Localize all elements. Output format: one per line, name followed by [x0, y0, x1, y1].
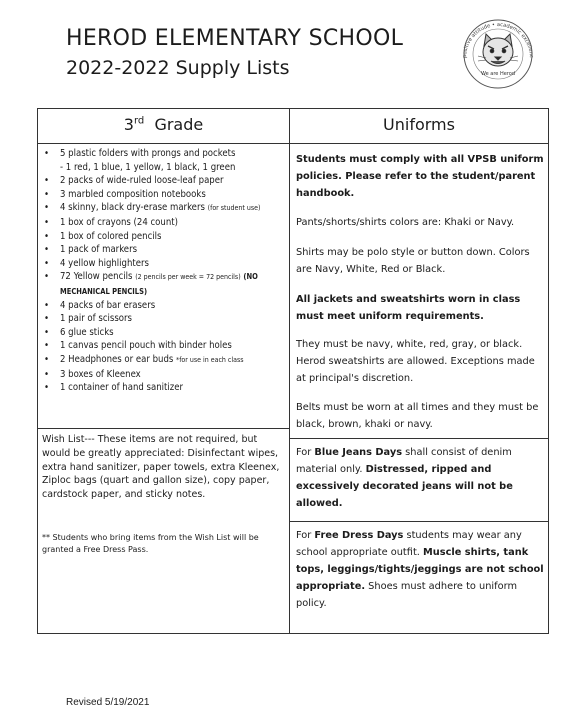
- supply-item: • 3 marbled composition notebooks: [44, 188, 287, 202]
- blue-jeans-rule: [290, 438, 548, 439]
- page-title: HEROD ELEMENTARY SCHOOL: [66, 26, 404, 51]
- wish-list-rule: [38, 428, 289, 429]
- blue-jeans-days: For Blue Jeans Days shall consist of denim material only. Distressed, ripped and excessively decorated jeans will not be allowed.: [296, 447, 513, 509]
- uniform-policy: Students must comply with all VPSB uniform policies. Please refer to the student/parent handbook.: [296, 154, 544, 199]
- supply-item: • 4 yellow highlighters: [44, 257, 287, 271]
- page-subtitle: 2022-2022 Supply Lists: [66, 57, 290, 79]
- supply-item: • 5 plastic folders with prongs and pockets: [44, 147, 287, 161]
- supply-item: • 1 pack of markers: [44, 243, 287, 257]
- revision-date: Revised 5/19/2021: [66, 697, 150, 708]
- supply-item: • 72 Yellow pencils (2 pencils per week = 72 pencils) (NO MECHANICAL PENCILS): [44, 270, 287, 298]
- wildcat-face: [478, 34, 518, 66]
- supply-item: • 1 canvas pencil pouch with binder holes: [44, 339, 287, 353]
- supply-item: • 4 skinny, black dry-erase markers (for student use): [44, 201, 287, 216]
- supply-item: • 1 box of colored pencils: [44, 230, 287, 244]
- supply-item: - 1 red, 1 blue, 1 yellow, 1 black, 1 green: [60, 161, 236, 173]
- uniform-jackets: All jackets and sweatshirts worn in class must meet uniform requirements.: [296, 294, 521, 322]
- uniform-colors: Pants/shorts/shirts colors are: Khaki or Navy.: [296, 217, 515, 228]
- free-dress-rule: [290, 521, 548, 522]
- supply-item: • 3 boxes of Kleenex: [44, 368, 287, 382]
- uniform-belts: Belts must be worn at all times and they must be black, brown, khaki or navy.: [296, 402, 539, 430]
- supply-list: [44, 147, 287, 395]
- uniforms-heading: Uniforms: [383, 115, 455, 134]
- supply-item: • 6 glue sticks: [44, 326, 287, 340]
- uniform-shirts: Shirts may be polo style or button down. Colors are Navy, White, Red or Black.: [296, 247, 530, 275]
- left-header-rule: [38, 143, 289, 144]
- supply-item: • 2 Headphones or ear buds *for use in each class: [44, 353, 287, 368]
- uniform-jacket-colors: They must be navy, white, red, gray, or black. Herod sweatshirts are allowed. Exceptions made at principal's discretion.: [296, 339, 535, 384]
- supply-item: • 1 box of crayons (24 count): [44, 216, 287, 230]
- supply-item: • 2 packs of wide-ruled loose-leaf paper: [44, 174, 287, 188]
- logo-ring-text: positive attitude • academic excellenc: [461, 21, 535, 59]
- right-header-rule: [290, 143, 548, 144]
- supply-item: • 1 pair of scissors: [44, 312, 287, 326]
- grade-heading: 3rd Grade: [123, 115, 204, 134]
- supply-item: • 1 container of hand sanitizer: [44, 381, 287, 395]
- logo-tag: We are Herod: [480, 71, 516, 77]
- wish-list: Wish List--- These items are not required, but would be greatly appreciated: Disinfectant wipes, extra hand sanitizer, paper towels, extra Kleenex, Ziploc bags (quart and gallon size), copy paper, cardstock paper, and sticky notes.: [42, 434, 280, 501]
- wish-list-note: ** Students who bring items from the Wish List will be granted a Free Dress Pass.: [42, 533, 259, 554]
- supply-table: [37, 108, 549, 634]
- school-mascot-logo: [448, 10, 548, 90]
- free-dress-days: For Free Dress Days students may wear any school appropriate outfit. Muscle shirts, tank tops, leggings/tights/jeggings are not school appropriate. Shoes must adhere to uniform policy.: [296, 530, 544, 609]
- supply-item: • 4 packs of bar erasers: [44, 299, 287, 313]
- column-divider: [289, 109, 290, 633]
